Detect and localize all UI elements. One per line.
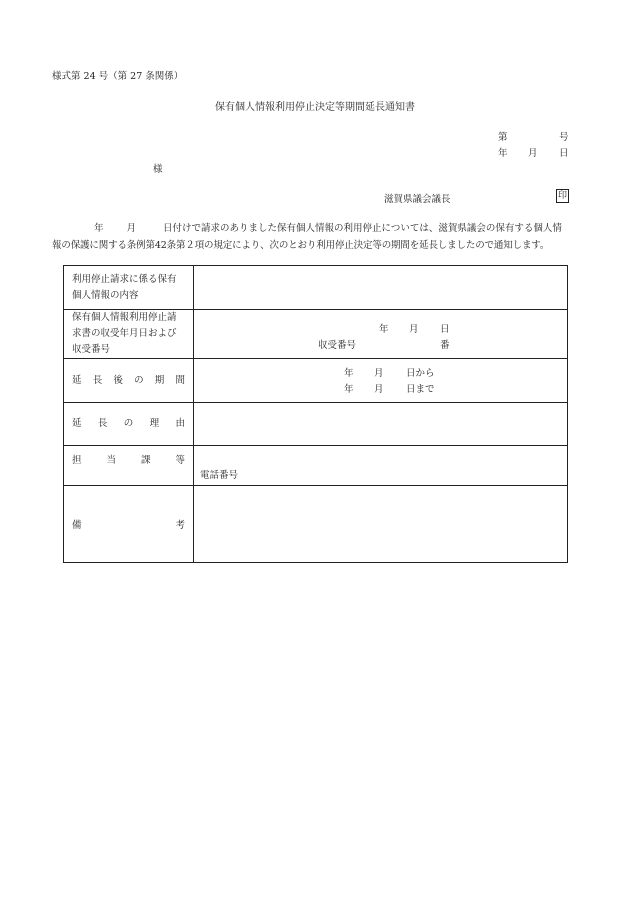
received-day: 日 bbox=[440, 324, 450, 335]
label-char: 長 bbox=[92, 374, 103, 386]
period-to-suffix: 日まで bbox=[406, 384, 435, 395]
row-received-value[interactable] bbox=[194, 310, 568, 359]
label-char: 延 bbox=[72, 374, 82, 386]
label-char: 等 bbox=[175, 454, 185, 466]
receipt-number-label: 収受番号 bbox=[318, 340, 357, 351]
row-extended-period-label bbox=[64, 359, 194, 403]
label-char: 理 bbox=[149, 418, 160, 429]
row-content-label: 利用停止請求に係る保有個人情報の内容 bbox=[64, 266, 194, 310]
row-remarks-label bbox=[64, 486, 194, 563]
received-year: 年 bbox=[379, 324, 389, 335]
period-from-suffix: 日から bbox=[406, 368, 435, 379]
date-day: 日 bbox=[559, 148, 569, 159]
label-char: 期 bbox=[154, 374, 165, 386]
label-char: 間 bbox=[175, 374, 185, 386]
body-line2: 報の保護に関する条例第42条第２項の規定により、次のとおり利用停止決定等の期間を延長しましたので通知します。 bbox=[52, 240, 550, 251]
label-char: 当 bbox=[106, 454, 116, 466]
body-paragraph bbox=[52, 220, 582, 254]
addressee-suffix: 様 bbox=[153, 164, 163, 175]
row-extended-period-value[interactable] bbox=[194, 359, 568, 403]
period-from-month: 月 bbox=[374, 368, 384, 379]
row-reason-label bbox=[64, 403, 194, 446]
period-to-month: 月 bbox=[374, 384, 384, 395]
sender-title: 滋賀県議会議長 bbox=[384, 194, 451, 205]
date-month: 月 bbox=[528, 148, 538, 159]
label-char: 備 bbox=[72, 520, 82, 531]
body-line1: 日付けで請求のありました保有個人情報の利用停止については、滋賀県議会の保有する個人情 bbox=[163, 223, 562, 234]
row-received-label: 保有個人情報利用停止請求書の収受年月日および収受番号 bbox=[64, 310, 194, 359]
row-content-value[interactable] bbox=[194, 266, 568, 310]
doc-number-prefix: 第 bbox=[498, 132, 508, 143]
seal-box: 印 bbox=[557, 191, 567, 201]
received-month: 月 bbox=[409, 324, 419, 335]
period-from-year: 年 bbox=[344, 368, 354, 379]
doc-number-suffix: 号 bbox=[559, 132, 569, 143]
label-char: 課 bbox=[140, 454, 151, 466]
form-table bbox=[63, 265, 568, 563]
row-department-label bbox=[64, 446, 194, 486]
label-char: 考 bbox=[175, 520, 185, 531]
body-year: 年 bbox=[94, 223, 104, 234]
label-char: 長 bbox=[97, 418, 108, 429]
label-char: 延 bbox=[72, 418, 82, 429]
period-to-year: 年 bbox=[344, 384, 354, 395]
form-number: 様式第 24 号（第 27 条関係） bbox=[52, 71, 184, 82]
row-reason-value[interactable] bbox=[194, 403, 568, 446]
label-char: の bbox=[134, 374, 144, 386]
label-char: 担 bbox=[72, 454, 82, 466]
phone-label: 電話番号 bbox=[200, 470, 239, 481]
body-month: 月 bbox=[126, 223, 137, 234]
row-remarks-value[interactable] bbox=[194, 486, 568, 563]
date-year: 年 bbox=[498, 148, 508, 159]
label-char: の bbox=[123, 418, 134, 429]
receipt-number-suffix: 番 bbox=[440, 340, 450, 351]
document-title: 保有個人情報利用停止決定等期間延長通知書 bbox=[215, 102, 415, 113]
row-department-value[interactable] bbox=[194, 446, 568, 486]
label-char: 後 bbox=[113, 374, 123, 386]
label-char: 由 bbox=[175, 418, 185, 429]
